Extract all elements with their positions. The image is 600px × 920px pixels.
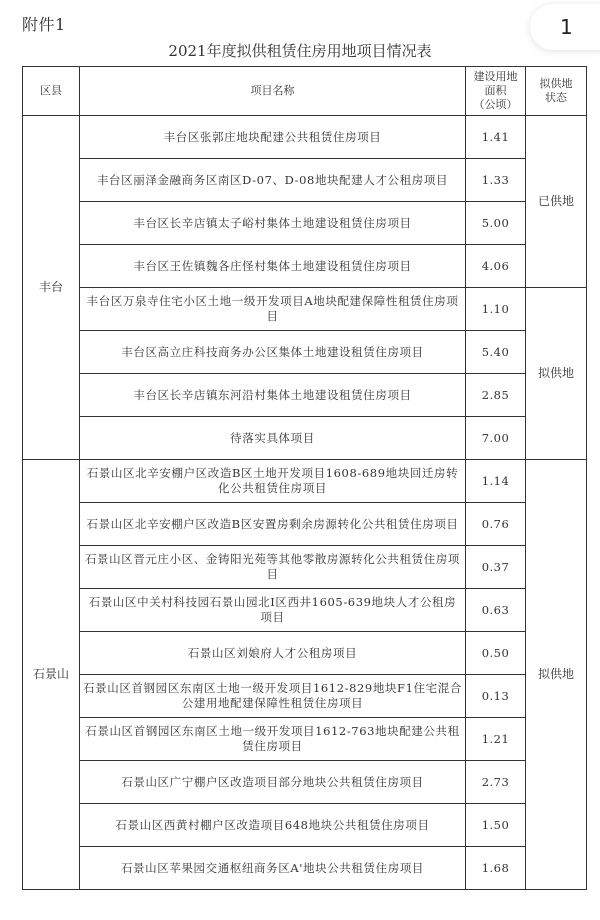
table-header-row xyxy=(23,67,587,116)
county-cell-fengtai: 丰台 xyxy=(23,116,80,460)
project-name: 石景山区刘娘府人才公租房项目 xyxy=(80,632,466,675)
page-number: 1 xyxy=(560,15,573,39)
project-name: 石景山区晋元庄小区、金铸阳光苑等其他零散房源转化公共租赁住房项目 xyxy=(80,546,466,589)
area-value: 4.06 xyxy=(466,245,526,288)
area-value: 1.50 xyxy=(466,804,526,847)
project-name: 丰台区丽泽金融商务区南区D-07、D-08地块配建人才公租房项目 xyxy=(80,159,466,202)
header-project-name: 项目名称 xyxy=(80,67,466,116)
document-title: 2021年度拟供租赁住房用地项目情况表 xyxy=(168,42,432,60)
county-cell-shijingshan: 石景山 xyxy=(23,460,80,890)
header-area-line2: 面积 xyxy=(484,84,507,97)
header-area-line1: 建设用地 xyxy=(473,70,518,83)
area-value: 1.21 xyxy=(466,718,526,761)
project-name: 丰台区王佐镇魏各庄怪村集体土地建设租赁住房项目 xyxy=(80,245,466,288)
area-value: 2.73 xyxy=(466,761,526,804)
table-row xyxy=(23,331,587,374)
table-row xyxy=(23,632,587,675)
table-row xyxy=(23,589,587,632)
land-supply-table xyxy=(22,66,587,890)
table-row xyxy=(23,116,587,159)
table-row xyxy=(23,245,587,288)
table-row xyxy=(23,718,587,761)
table-row xyxy=(23,847,587,890)
table-row xyxy=(23,288,587,331)
header-status-line1: 拟供地 xyxy=(539,77,573,90)
project-name: 石景山区首钢园区东南区土地一级开发项目1612-763地块配建公共租赁住房项目 xyxy=(80,718,466,761)
table-row xyxy=(23,546,587,589)
area-value: 1.10 xyxy=(466,288,526,331)
header-area-line3: （公顷） xyxy=(473,98,518,111)
area-value: 2.85 xyxy=(466,374,526,417)
project-name: 丰台区长辛店镇太子峪村集体土地建设租赁住房项目 xyxy=(80,202,466,245)
project-name: 石景山区苹果园交通枢纽商务区A'地块公共租赁住房项目 xyxy=(80,847,466,890)
project-name: 石景山区北辛安棚户区改造B区土地开发项目1608-689地块回迁房转化公共租赁住房项目 xyxy=(80,460,466,503)
project-name: 待落实具体项目 xyxy=(80,417,466,460)
project-name: 石景山区首钢园区东南区土地一级开发项目1612-829地块F1住宅混合公建用地配建保障性租赁住房项目 xyxy=(80,675,466,718)
table-row xyxy=(23,761,587,804)
area-value: 0.50 xyxy=(466,632,526,675)
project-name: 丰台区高立庄科技商务办公区集体土地建设租赁住房项目 xyxy=(80,331,466,374)
area-value: 0.63 xyxy=(466,589,526,632)
project-name: 丰台区张郭庄地块配建公共租赁住房项目 xyxy=(80,116,466,159)
area-value: 0.37 xyxy=(466,546,526,589)
table-row xyxy=(23,159,587,202)
area-value: 5.40 xyxy=(466,331,526,374)
project-name: 丰台区长辛店镇东河沿村集体土地建设租赁住房项目 xyxy=(80,374,466,417)
table-row xyxy=(23,417,587,460)
header-status-line2: 状态 xyxy=(545,91,567,104)
attachment-label: 附件1 xyxy=(22,15,66,34)
area-value: 1.41 xyxy=(466,116,526,159)
header-area xyxy=(466,67,526,116)
status-cell-planned: 拟供地 xyxy=(526,460,587,890)
status-cell-planned: 拟供地 xyxy=(526,288,587,460)
project-name: 石景山区西黄村棚户区改造项目648地块公共租赁住房项目 xyxy=(80,804,466,847)
status-cell-supplied: 已供地 xyxy=(526,116,587,288)
table-row xyxy=(23,202,587,245)
table-row xyxy=(23,460,587,503)
area-value: 1.14 xyxy=(466,460,526,503)
table-row xyxy=(23,804,587,847)
area-value: 0.13 xyxy=(466,675,526,718)
area-value: 1.68 xyxy=(466,847,526,890)
project-name: 丰台区万泉寺住宅小区土地一级开发项目A地块配建保障性租赁住房项目 xyxy=(80,288,466,331)
project-name: 石景山区北辛安棚户区改造B区安置房剩余房源转化公共租赁住房项目 xyxy=(80,503,466,546)
area-value: 0.76 xyxy=(466,503,526,546)
area-value: 7.00 xyxy=(466,417,526,460)
area-value: 5.00 xyxy=(466,202,526,245)
table-row xyxy=(23,503,587,546)
project-name: 石景山区中关村科技园石景山园北Ⅰ区西井1605-639地块人才公租房项目 xyxy=(80,589,466,632)
header-county: 区县 xyxy=(23,67,80,116)
header-status xyxy=(526,67,587,116)
project-name: 石景山区广宁棚户区改造项目部分地块公共租赁住房项目 xyxy=(80,761,466,804)
table-row xyxy=(23,675,587,718)
table-row xyxy=(23,374,587,417)
area-value: 1.33 xyxy=(466,159,526,202)
